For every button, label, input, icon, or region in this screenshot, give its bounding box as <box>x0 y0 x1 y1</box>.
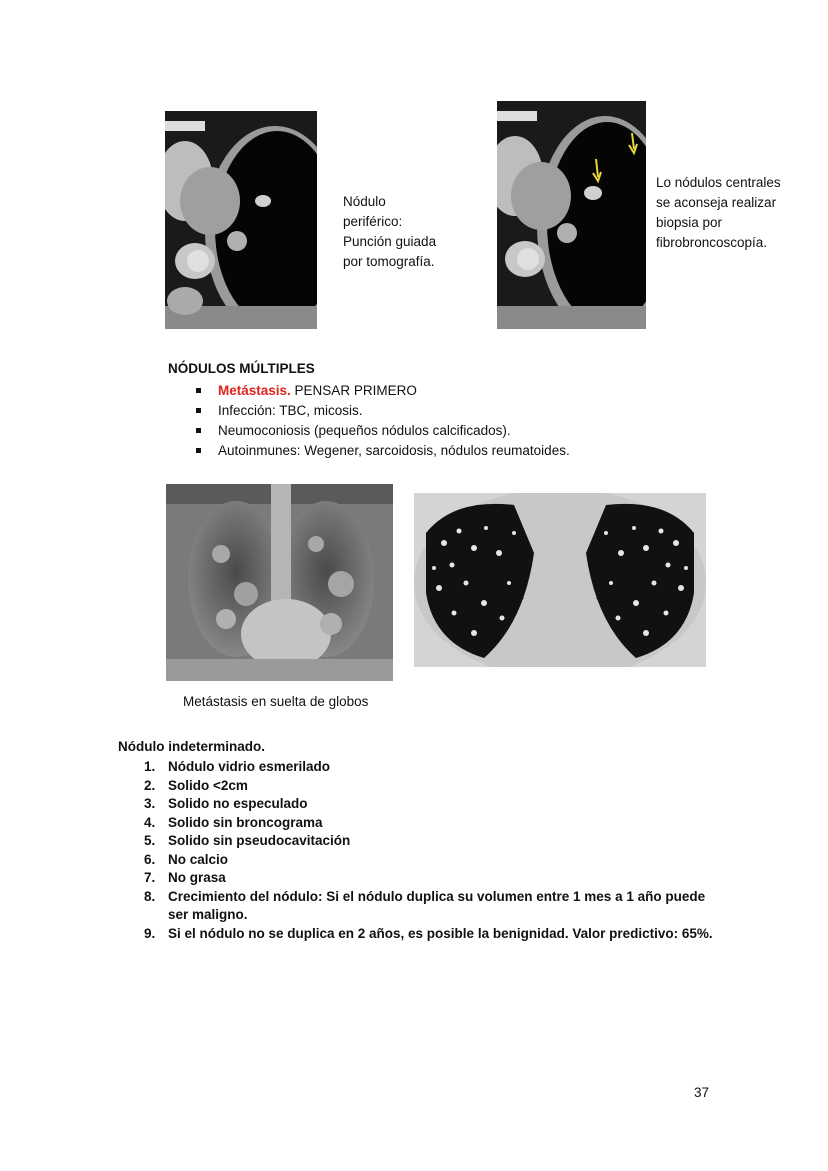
caption-line: biopsia por <box>656 215 723 230</box>
item-text: Autoinmunes: Wegener, sarcoidosis, nódulos reumatoides. <box>218 443 570 458</box>
chest-xray-icon <box>166 484 393 681</box>
highlight-text: Metástasis. <box>218 383 291 398</box>
item-number: 5. <box>144 833 156 848</box>
item-text: Infección: TBC, micosis. <box>218 403 363 418</box>
list-item <box>194 441 754 461</box>
item-text: PENSAR PRIMERO <box>290 383 417 398</box>
list-item <box>144 851 724 870</box>
ct-scan-multiple-image <box>414 493 706 667</box>
list-item <box>194 401 754 421</box>
indeterminado-list <box>144 758 724 943</box>
item-number: 8. <box>144 888 156 904</box>
page-number: 37 <box>694 1085 710 1100</box>
ct-scan-icon <box>165 111 317 329</box>
ct-scan-icon <box>414 493 706 667</box>
list-item <box>144 832 724 851</box>
caption-line: periférico: <box>343 214 403 229</box>
list-item <box>144 869 724 888</box>
item-text: Neumoconiosis (pequeños nódulos calcificados). <box>218 423 511 438</box>
ct-scan-central-image <box>497 101 646 329</box>
item-text: No calcio <box>168 851 229 867</box>
item-text: Solido no especulado <box>168 796 308 811</box>
caption-peripheral <box>343 192 483 272</box>
ct-scan-peripheral-image <box>165 111 317 329</box>
list-item <box>144 888 724 925</box>
caption-metastasis: Metástasis en suelta de globos <box>183 694 369 709</box>
section-title-indeterminado: Nódulo indeterminado. <box>118 739 265 754</box>
item-number: 4. <box>144 814 156 830</box>
item-text: No grasa <box>168 870 226 885</box>
caption-line: por tomografía. <box>343 254 435 269</box>
list-item <box>194 421 754 441</box>
item-text: Solido sin broncograma <box>168 814 323 830</box>
caption-line: Lo nódulos centrales <box>656 175 781 190</box>
item-number: 1. <box>144 759 156 774</box>
item-number: 2. <box>144 777 156 793</box>
item-text: Crecimiento del nódulo: Si el nódulo duplica su volumen entre 1 mes a 1 año puede ser maligno. <box>168 888 706 922</box>
item-text: Nódulo vidrio esmerilado <box>168 759 331 774</box>
item-number: 9. <box>144 925 156 941</box>
item-text: Solido sin pseudocavitación <box>168 833 351 848</box>
multiples-list <box>194 381 754 461</box>
list-item <box>194 381 754 401</box>
list-item <box>144 758 724 777</box>
item-text: Si el nódulo no se duplica en 2 años, es posible la benignidad. Valor predictivo: 65%. <box>168 925 713 941</box>
item-number: 6. <box>144 851 156 867</box>
caption-line: se aconseja realizar <box>656 195 777 210</box>
caption-line: Nódulo <box>343 194 386 209</box>
ct-scan-icon <box>497 101 646 329</box>
caption-line: Punción guiada <box>343 234 437 249</box>
caption-central <box>656 173 816 253</box>
chest-xray-image <box>166 484 393 681</box>
item-number: 3. <box>144 796 156 811</box>
list-item <box>144 795 724 814</box>
item-text: Solido <2cm <box>168 777 248 793</box>
list-item <box>144 925 724 944</box>
item-number: 7. <box>144 870 156 885</box>
list-item <box>144 777 724 796</box>
caption-line: fibrobroncoscopía. <box>656 235 768 250</box>
section-title-multiples: NÓDULOS MÚLTIPLES <box>168 361 315 376</box>
list-item <box>144 814 724 833</box>
